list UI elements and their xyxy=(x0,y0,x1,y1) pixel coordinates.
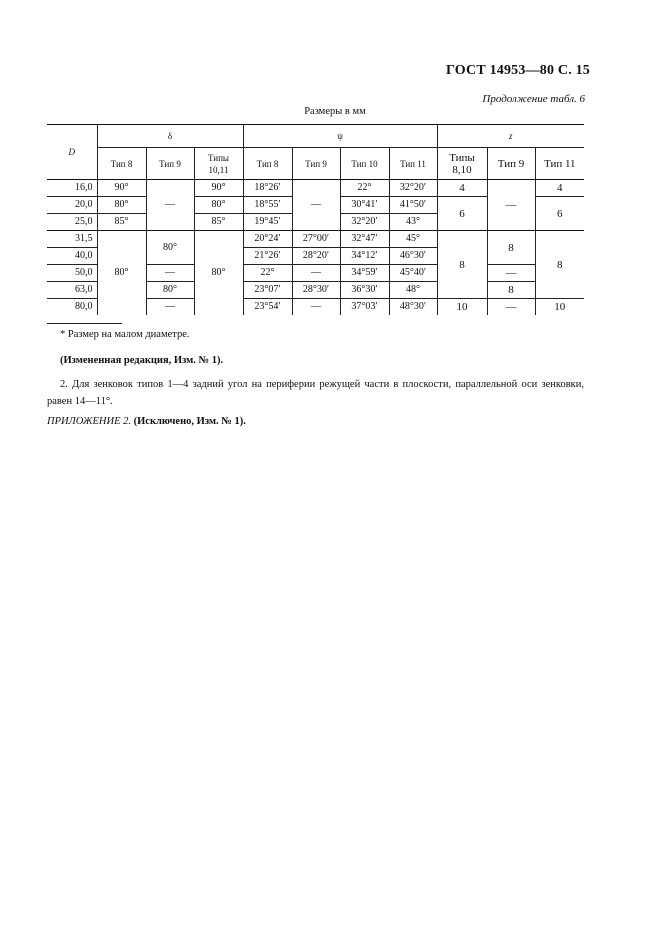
cell-delta-t8: 80° xyxy=(97,231,146,316)
cell-psi-t11: 48° xyxy=(389,282,437,299)
appendix-2 xyxy=(47,413,584,430)
cell-psi-t10: 32°47′ xyxy=(340,231,389,248)
cell-d: 25,0 xyxy=(47,214,97,231)
col-d-header: D xyxy=(47,125,97,180)
cell-psi-t10: 34°12′ xyxy=(340,248,389,265)
table-continuation-label: Продолжение табл. 6 xyxy=(482,93,585,105)
cell-z-t810: 10 xyxy=(437,299,487,316)
cell-psi-t10: 34°59′ xyxy=(340,265,389,282)
cell-d: 63,0 xyxy=(47,282,97,299)
cell-delta-t1011: 80° xyxy=(194,231,243,316)
subheader-text: Типы xyxy=(208,152,229,163)
subheader-text: Типы xyxy=(449,151,475,164)
subheader-psi-t11: Тип 11 xyxy=(389,148,437,180)
cell-z-t810: 4 xyxy=(437,180,487,197)
cell-z-t9: — xyxy=(487,299,535,316)
cell-d: 20,0 xyxy=(47,197,97,214)
subheader-psi-t9: Тип 9 xyxy=(292,148,340,180)
cell-psi-t9: — xyxy=(292,180,340,231)
subheader-z-t9: Тип 9 xyxy=(487,148,535,180)
cell-z-t9: 8 xyxy=(487,282,535,299)
cell-delta-t8: 85° xyxy=(97,214,146,231)
subheader-delta-t9: Тип 9 xyxy=(146,148,194,180)
cell-psi-t9: 28°30′ xyxy=(292,282,340,299)
subheader-delta-t1011 xyxy=(194,148,243,180)
cell-psi-t9: — xyxy=(292,265,340,282)
table-header-row-1 xyxy=(47,125,584,148)
cell-psi-t9: 28°20′ xyxy=(292,248,340,265)
cell-delta-t1011: 80° xyxy=(194,197,243,214)
cell-z-t810: 8 xyxy=(437,231,487,299)
cell-psi-t8: 18°26′ xyxy=(243,180,292,197)
cell-psi-t10: 32°20′ xyxy=(340,214,389,231)
cell-psi-t11: 45° xyxy=(389,231,437,248)
appendix-text: (Исключено, Изм. № 1). xyxy=(133,416,246,427)
cell-psi-t10: 30°41′ xyxy=(340,197,389,214)
footnote: * Размер на малом диаметре. xyxy=(60,329,190,340)
group-delta-header: δ xyxy=(97,125,243,148)
cell-psi-t8: 23°54′ xyxy=(243,299,292,316)
table-row xyxy=(47,180,584,197)
cell-delta-t1011: 85° xyxy=(194,214,243,231)
cell-psi-t11: 43° xyxy=(389,214,437,231)
cell-psi-t9: 27°00′ xyxy=(292,231,340,248)
cell-z-t11: 6 xyxy=(535,197,584,231)
cell-delta-t9: — xyxy=(146,299,194,316)
appendix-label: ПРИЛОЖЕНИЕ 2. xyxy=(47,416,131,427)
subheader-z-t11: Тип 11 xyxy=(535,148,584,180)
cell-delta-t8: 80° xyxy=(97,197,146,214)
dimensions-label: Размеры в мм xyxy=(304,106,366,117)
cell-z-t9: — xyxy=(487,180,535,231)
table-row xyxy=(47,231,584,248)
subheader-text: 10,11 xyxy=(208,164,229,175)
subheader-psi-t8: Тип 8 xyxy=(243,148,292,180)
cell-psi-t10: 22° xyxy=(340,180,389,197)
cell-delta-t9: 80° xyxy=(146,282,194,299)
cell-delta-t8: 90° xyxy=(97,180,146,197)
cell-psi-t8: 19°45′ xyxy=(243,214,292,231)
cell-z-t9: 8 xyxy=(487,231,535,265)
cell-d: 40,0 xyxy=(47,248,97,265)
cell-z-t11: 4 xyxy=(535,180,584,197)
cell-psi-t8: 22° xyxy=(243,265,292,282)
note-2: 2. Для зенковок типов 1—4 задний угол на периферии режущей части в плоскости, параллельной оси зенковки, равен 14—11°. xyxy=(47,379,584,407)
cell-d: 31,5 xyxy=(47,231,97,248)
subheader-text: 8,10 xyxy=(452,163,472,176)
cell-psi-t9: — xyxy=(292,299,340,316)
cell-psi-t11: 46°30′ xyxy=(389,248,437,265)
cell-delta-t9: — xyxy=(146,265,194,282)
cell-psi-t11: 32°20′ xyxy=(389,180,437,197)
cell-z-t810: 6 xyxy=(437,197,487,231)
cell-d: 16,0 xyxy=(47,180,97,197)
group-psi-header: ψ xyxy=(243,125,437,148)
cell-psi-t8: 18°55′ xyxy=(243,197,292,214)
subheader-psi-t10: Тип 10 xyxy=(340,148,389,180)
cell-z-t11: 8 xyxy=(535,231,584,299)
cell-psi-t8: 23°07′ xyxy=(243,282,292,299)
cell-delta-t9: 80° xyxy=(146,231,194,265)
group-z-header: z xyxy=(437,125,584,148)
changed-edition-note: (Измененная редакция, Изм. № 1). xyxy=(60,355,224,366)
cell-psi-t10: 37°03′ xyxy=(340,299,389,316)
page-header: ГОСТ 14953—80 С. 15 xyxy=(446,63,590,78)
subheader-z-t810 xyxy=(437,148,487,180)
table-header-row-2 xyxy=(47,148,584,180)
cell-psi-t11: 48°30′ xyxy=(389,299,437,316)
footnote-divider xyxy=(47,323,122,324)
cell-z-t9: — xyxy=(487,265,535,282)
cell-psi-t11: 41°50′ xyxy=(389,197,437,214)
angles-table xyxy=(47,124,584,315)
subheader-delta-t8: Тип 8 xyxy=(97,148,146,180)
cell-d: 50,0 xyxy=(47,265,97,282)
cell-psi-t8: 20°24′ xyxy=(243,231,292,248)
cell-z-t11: 10 xyxy=(535,299,584,316)
cell-delta-t9: — xyxy=(146,180,194,231)
cell-d: 80,0 xyxy=(47,299,97,316)
cell-psi-t8: 21°26′ xyxy=(243,248,292,265)
cell-psi-t10: 36°30′ xyxy=(340,282,389,299)
cell-psi-t11: 45°40′ xyxy=(389,265,437,282)
cell-delta-t1011: 90° xyxy=(194,180,243,197)
